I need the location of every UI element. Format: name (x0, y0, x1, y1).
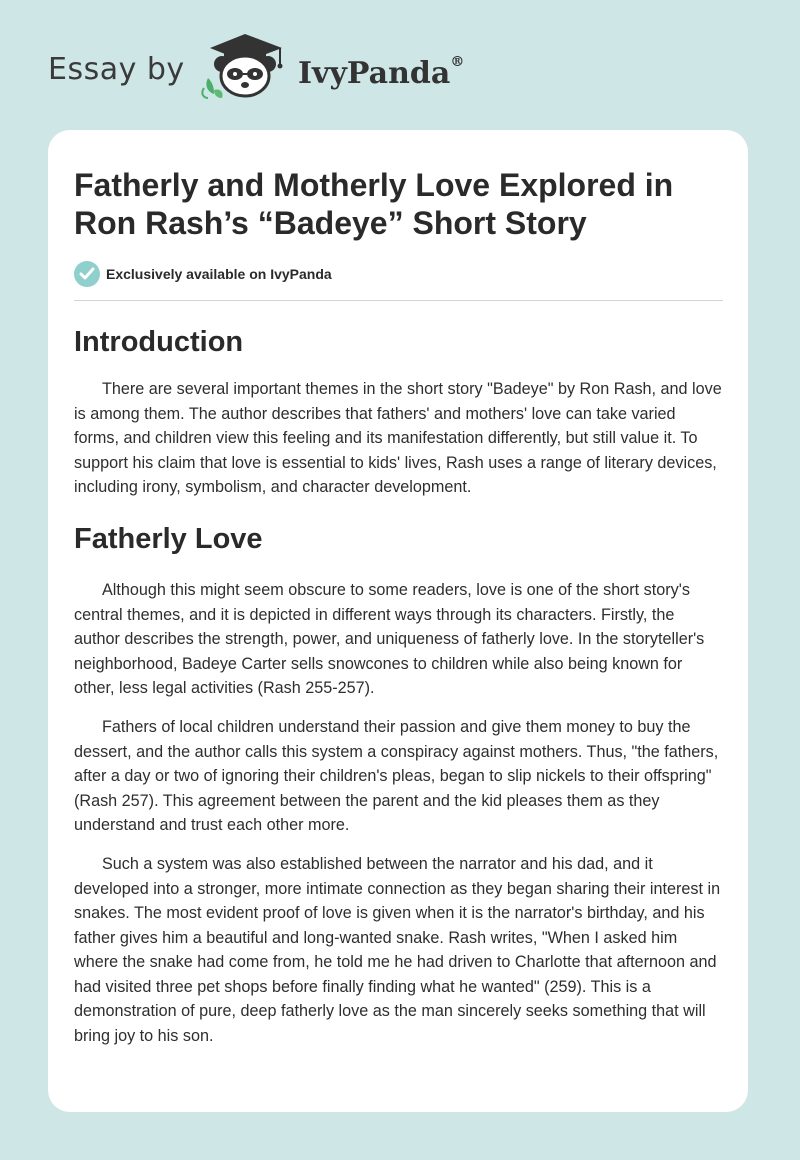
paragraph: Such a system was also established between the narrator and his dad, and it developed into a stronger, more intimate connection as they began sharing their interest in snakes. The most evident proof of love is given when it is the narrator's birthday, and his father gives him a beautiful and long-wanted snake. Rash writes, "When I asked him where the snake had come from, he told me he had driven to Charlotte that afternoon and had visited three pet shops before finally finding what he wanted" (259). This is a demonstration of pure, deep fatherly love as the man sincerely seeks something that will bring joy to his son. (74, 854, 721, 1046)
brand-name[interactable] (298, 56, 464, 91)
site-header (48, 30, 548, 110)
paragraph: Although this might seem obscure to some readers, love is one of the short story's central themes, and it is depicted in different ways through its characters. Firstly, the author describes the strength, power, and uniqueness of fatherly love. In the storyteller's neighborhood, Badeye Carter sells snowcones to children while also being known for other, less legal activities (Rash 255-257). (74, 580, 705, 698)
check-circle-icon (74, 261, 100, 287)
title-divider (74, 300, 723, 301)
panda-graduate-icon[interactable] (200, 30, 290, 100)
essay-content (74, 166, 723, 1049)
registered-mark: ® (450, 54, 465, 70)
paragraph: There are several important themes in the short story "Badeye" by Ron Rash, and love is among them. The author describes that fathers' and mothers' love can take varied forms, and children view this feeling and its manifestation differently, but still value it. To support his claim that love is essential to kids' lives, Rash uses a range of literary devices, including irony, symbolism, and character development. (74, 380, 722, 497)
essay-card (48, 130, 748, 1112)
section-heading-introduction: Introduction (74, 326, 244, 358)
essay-by-label: Essay by (48, 52, 185, 87)
exclusive-badge (74, 260, 723, 288)
essay-title: Fatherly and Motherly Love Explored in Ron Rash’s “Badeye” Short Story (74, 167, 674, 241)
exclusive-label: Exclusively available on IvyPanda (106, 266, 332, 282)
section-heading-fatherly-love: Fatherly Love (74, 522, 263, 555)
brand-text: IvyPanda (298, 56, 451, 91)
paragraph: Fathers of local children understand their passion and give them money to buy the dessert, and the author calls this system a conspiracy against mothers. Thus, "the fathers, after a day or two of ignoring their children's pleas, began to slip nickels to their offspring" (Rash 257). This agreement between the parent and the kid pleases them as they understand and trust each other more. (74, 717, 719, 835)
